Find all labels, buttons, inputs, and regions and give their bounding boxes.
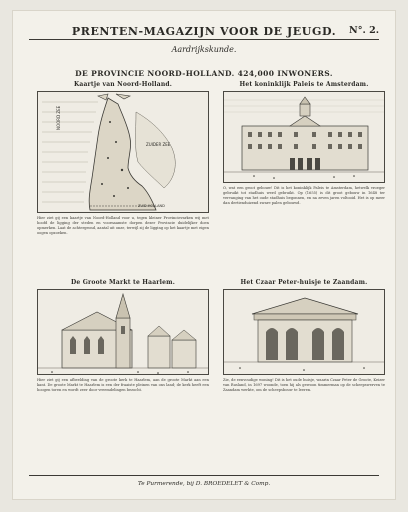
footer-rule bbox=[29, 475, 379, 476]
market-figure bbox=[37, 289, 209, 375]
print-sheet bbox=[12, 10, 396, 500]
province-heading: DE PROVINCIE NOORD-HOLLAND. 424,000 INWONERS. bbox=[75, 69, 333, 78]
map-label-zuid-holland: ZUID HOLLAND bbox=[138, 204, 165, 208]
market-text: Hier ziet gij een afbeelding van de groote kerk te Haarlem, aan de groote Markt aan een kant. De groote Markt te Haarlem is een der fraaiste pleinen van ons land; de kerk heeft een hoogen toren en wordt zeer door vreemdelingen bezocht. bbox=[37, 378, 209, 393]
czar-figure bbox=[223, 289, 385, 375]
page-title: PRENTEN-MAGAZIJN VOOR DE JEUGD. bbox=[71, 25, 337, 38]
map-label-noordzee: NOORD ZEE bbox=[56, 105, 61, 130]
czar-house-illustration bbox=[224, 290, 385, 375]
map-label-zuiderzee: ZUIDER ZEE bbox=[146, 142, 171, 147]
czar-section bbox=[223, 279, 385, 470]
palace-caption: Het koninklijk Paleis te Amsterdam. bbox=[239, 81, 369, 88]
map-section bbox=[37, 81, 209, 278]
czar-text: Zie, de eenvoudige woning! Dit is het oude huisje, waarin Czaar Peter de Groote, Keizer van Rusland, in 1697 woonde, toen hij als gewoon timmerman op de scheepswerven te Zaandam werkte, om de scheepsbouw te leeren. bbox=[223, 378, 385, 393]
palace-illustration bbox=[224, 92, 385, 183]
header bbox=[29, 21, 379, 67]
issue-number: N°. 2. bbox=[349, 25, 379, 36]
market-caption: De Groote Markt te Haarlem. bbox=[70, 279, 175, 286]
czar-caption: Het Czaar Peter-huisje te Zaandam. bbox=[240, 279, 368, 286]
market-section bbox=[37, 279, 209, 432]
header-rule bbox=[29, 39, 379, 40]
publisher-footer: Te Purmerende, bij D. BROEDELET & Comp. bbox=[137, 481, 271, 487]
palace-section bbox=[223, 81, 385, 262]
church-illustration bbox=[38, 290, 209, 375]
map-caption: Kaartje van Noord-Holland. bbox=[73, 81, 173, 88]
subject-heading: Aardrijkskunde. bbox=[171, 45, 237, 54]
map-illustration bbox=[38, 92, 209, 213]
palace-text: O, wat een groot gebouw! Dit is het koninklijk Paleis te Amsterdam, hetwelk vroeger gebruikt tot stadhuis werd gebruikt. Op (1655) is dit groot gebouw in 1648 ter vervanging van het oude stadhuis begonnen, en na zeven jaren voltooid. Het is op meer dan dertienduizend zware palen gebouwd. bbox=[223, 186, 385, 206]
map-text: Hier ziet gij een kaartje van Noord-Holland voor u, tegen kleiner Provincievarken wij met hoofd de ligging der steden en voornaamste dorpen dezer Provincie duidelijker doen opmerken. Laat de achtergrond, aantal uit onze, terwijl zij de ligging op het kaartje met eigen oogen opzoeken. bbox=[37, 216, 209, 236]
palace-figure bbox=[223, 91, 385, 183]
map-figure bbox=[37, 91, 209, 213]
